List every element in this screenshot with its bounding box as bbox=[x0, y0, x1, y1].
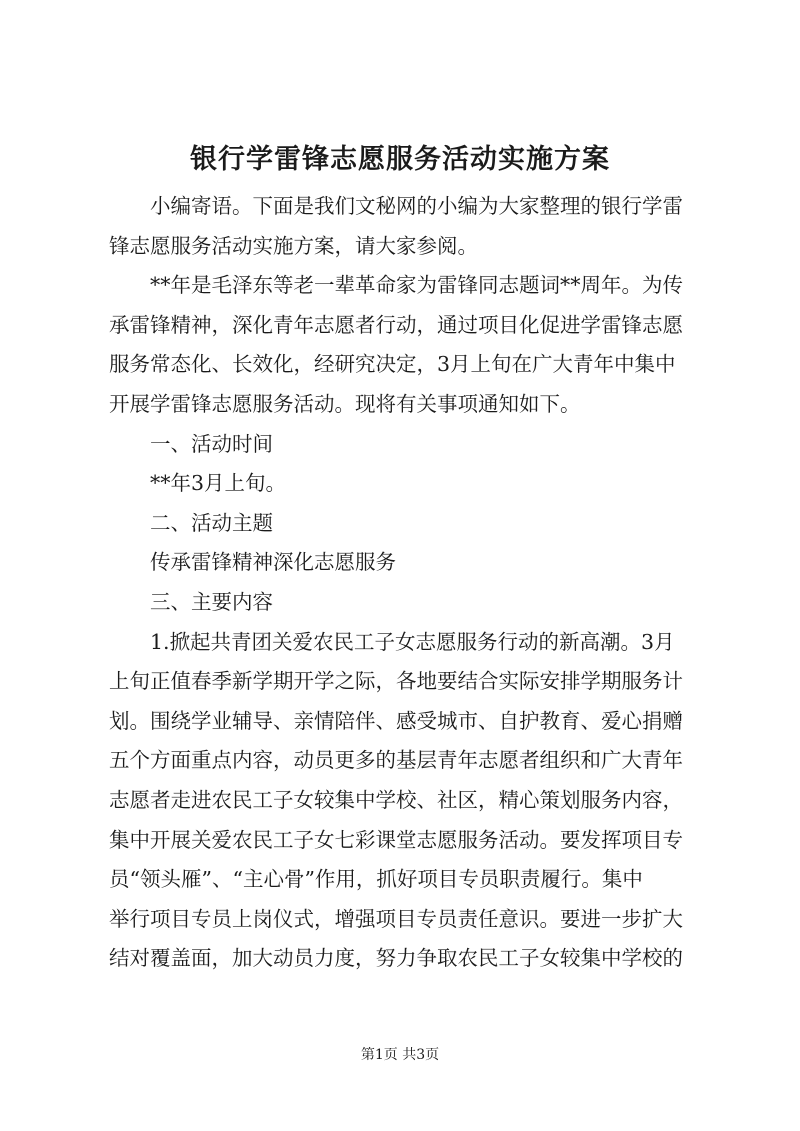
document-body bbox=[109, 187, 709, 979]
body-line: 开展学雷锋志愿服务活动。现将有关事项通知如下。 bbox=[109, 391, 581, 416]
document-title: 银行学雷锋志愿服务活动实施方案 bbox=[190, 144, 610, 175]
body-line: 志愿者走进农民工子女较集中学校、社区，精心策划服务内容， bbox=[109, 787, 683, 812]
body-line: 传承雷锋精神深化志愿服务 bbox=[150, 550, 396, 575]
body-line: **年是毛泽东等老一辈革命家为雷锋同志题词**周年。为传 bbox=[150, 273, 683, 298]
section-heading: 三、主要内容 bbox=[150, 589, 273, 614]
page-number: 第1页 共3页 bbox=[360, 1047, 440, 1063]
body-line: 1.掀起共青团关爱农民工子女志愿服务行动的新高潮。3月 bbox=[150, 629, 675, 654]
body-line: 划。围绕学业辅导、亲情陪伴、感受城市、自护教育、爱心捐赠 bbox=[109, 708, 683, 733]
body-line: 承雷锋精神，深化青年志愿者行动，通过项目化促进学雷锋志愿 bbox=[109, 312, 683, 337]
body-line: 上旬正值春季新学期开学之际，各地要结合实际安排学期服务计 bbox=[109, 669, 683, 694]
body-line: 员“领头雁”、“主心骨”作用，抓好项目专员职责履行。集中 bbox=[109, 867, 643, 892]
body-line: 集中开展关爱农民工子女七彩课堂志愿服务活动。要发挥项目专 bbox=[109, 827, 683, 852]
body-line: 结对覆盖面，加大动员力度，努力争取农民工子女较集中学校的 bbox=[109, 946, 683, 971]
body-line: 五个方面重点内容，动员更多的基层青年志愿者组织和广大青年 bbox=[109, 748, 683, 773]
body-line: 锋志愿服务活动实施方案，请大家参阅。 bbox=[109, 233, 478, 258]
section-heading: 二、活动主题 bbox=[150, 510, 273, 535]
section-heading: 一、活动时间 bbox=[150, 431, 273, 456]
body-line: 举行项目专员上岗仪式，增强项目专员责任意识。要进一步扩大 bbox=[109, 906, 683, 931]
body-line: 服务常态化、长效化，经研究决定，3月上旬在广大青年中集中 bbox=[109, 352, 676, 377]
body-line: **年3月上旬。 bbox=[150, 471, 287, 496]
body-line: 小编寄语。下面是我们文秘网的小编为大家整理的银行学雷 bbox=[150, 194, 683, 218]
